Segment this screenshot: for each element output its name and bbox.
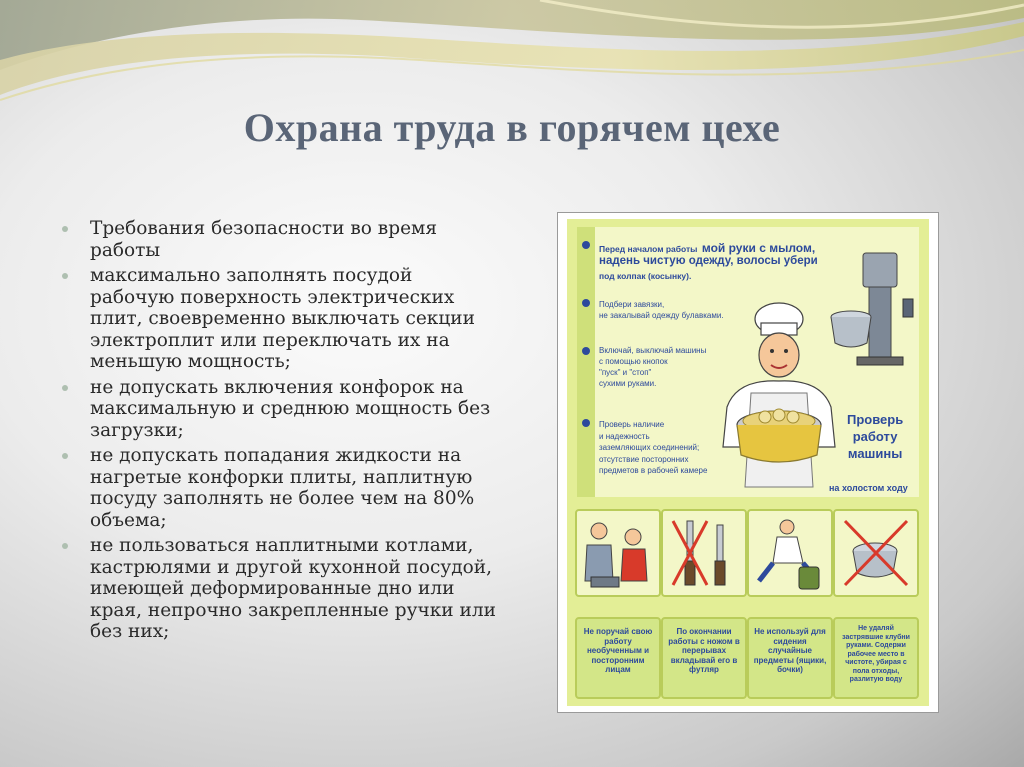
step-dot-icon xyxy=(582,419,590,427)
bullet-dot-icon xyxy=(62,273,68,279)
note-card: Не используй для сидения случайные предметы (ящики, бочки) xyxy=(747,617,833,699)
bullet-item: максимально заполнять посудой рабочую поверхность электрических плит, своевременно выключать секции электроплит или переключать их на меньшую мощность; xyxy=(62,265,502,373)
bullet-item: Требования безопасности во время работы xyxy=(62,218,502,261)
poster-step-1-line2: надень чистую одежду, волосы убери xyxy=(599,255,818,267)
poster-main-panel xyxy=(577,227,919,497)
safety-poster xyxy=(557,212,939,713)
tile-sitting-worker xyxy=(747,509,833,597)
two-workers-icon xyxy=(577,511,659,595)
slide-title: Охрана труда в горячем цехе xyxy=(243,105,781,150)
poster-side-bar xyxy=(577,227,595,497)
kitchen-machine-illustration xyxy=(827,247,919,377)
poster-step-2: Подбери завязки, не закалывай одежду булавками. xyxy=(599,300,724,320)
knives-icon xyxy=(663,511,745,595)
bullet-dot-icon xyxy=(62,543,68,549)
crossed-machine-icon xyxy=(835,511,917,595)
bullet-item: не допускать попадания жидкости на нагретые конфорки плиты, наплитную посуду заполнять не более чем на 80% объема; xyxy=(62,445,502,531)
bullet-dot-icon xyxy=(62,385,68,391)
tile-knives xyxy=(661,509,747,597)
poster-step-1: Перед началом работы мой руки с мылом, xyxy=(599,241,816,255)
note-card: Не удаляй застрявшие клубни руками. Содержи рабочее место в чистоте, убирая с пола отходы, разлитую воду xyxy=(833,617,919,699)
bullet-list xyxy=(62,218,502,647)
tile-two-workers xyxy=(575,509,661,597)
poster-check-subtitle: на холостом ходу xyxy=(829,483,908,493)
bullet-dot-icon xyxy=(62,453,68,459)
bullet-item: не допускать включения конфорок на максимальную и среднюю мощность без загрузки; xyxy=(62,377,502,442)
poster-check-heading: Проверь работу машины xyxy=(847,412,904,461)
step-dot-icon xyxy=(582,241,590,249)
note-card: По окончании работы с ножом в перерывах вкладывай его в футляр xyxy=(661,617,747,699)
poster-step-4: Проверь наличие и надежность заземляющих соединений; отсутствие посторонних предметов в рабочей камере xyxy=(599,420,708,475)
step-dot-icon xyxy=(582,299,590,307)
poster-step-3: Включай, выключай машины с помощью кнопок "пуск" и "стоп" сухими руками. xyxy=(599,346,707,388)
note-card: Не поручай свою работу необученным и посторонним лицам xyxy=(575,617,661,699)
tile-machine-crossed xyxy=(833,509,919,597)
step-dot-icon xyxy=(582,347,590,355)
worker-on-barrel-icon xyxy=(749,511,831,595)
bullet-item: не пользоваться наплитными котлами, кастрюлями и другой кухонной посудой, имеющей деформированные дно или края, непрочно закрепленные ручки или без них; xyxy=(62,535,502,643)
poster-step-1-line3: под колпак (косынку). xyxy=(599,271,692,281)
poster-background xyxy=(567,219,929,706)
bullet-dot-icon xyxy=(62,226,68,232)
